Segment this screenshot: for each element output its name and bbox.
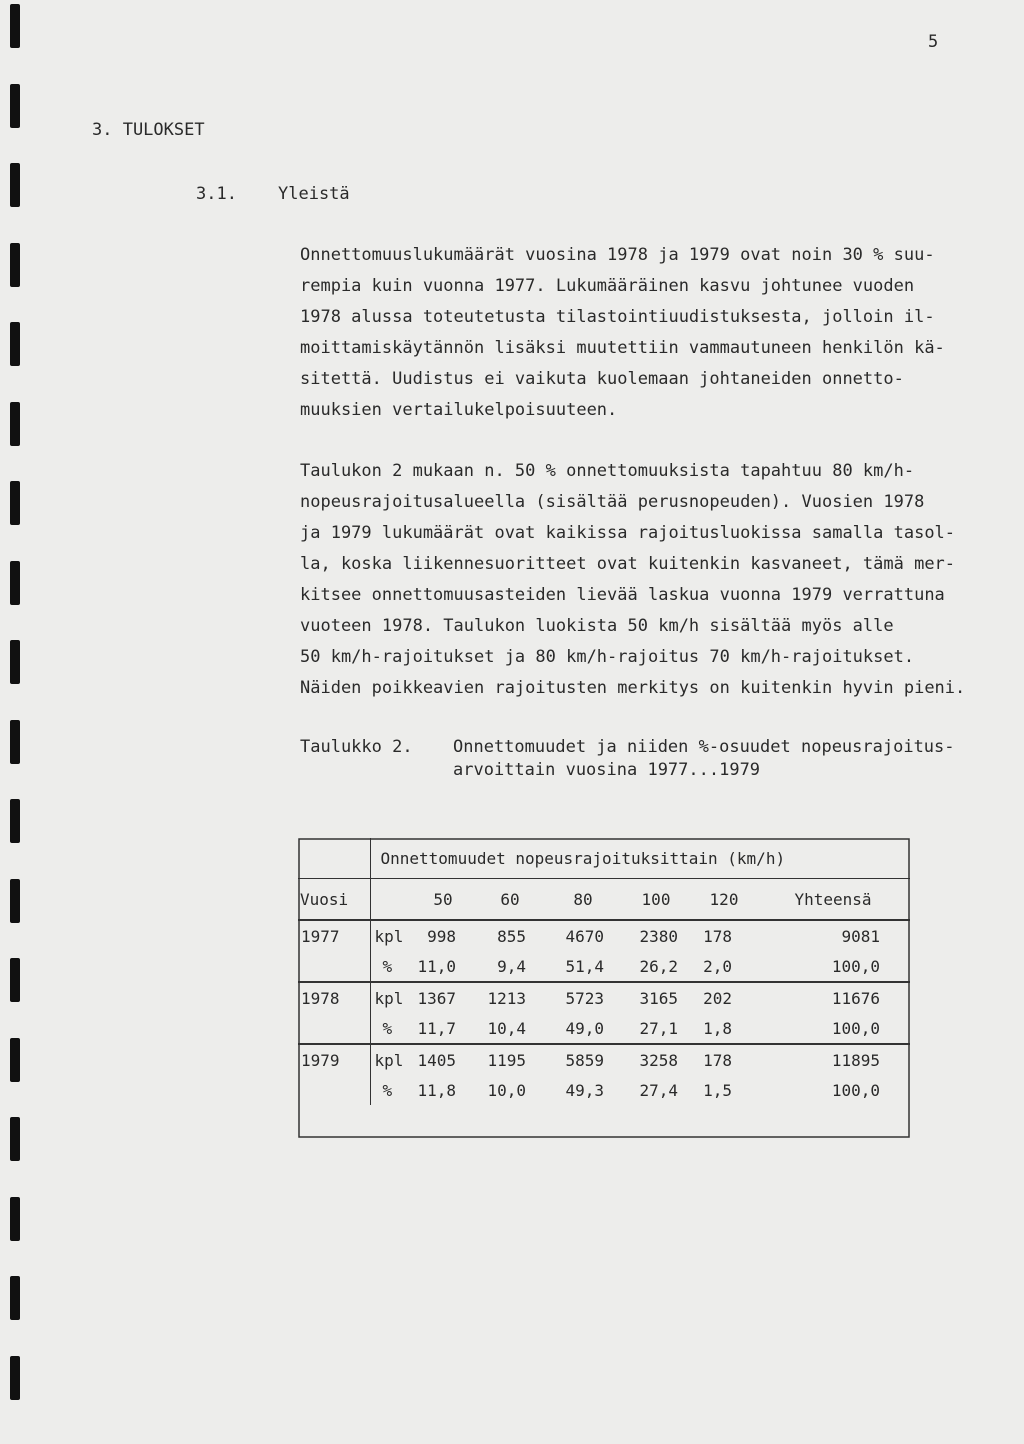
value-cell: 51,4	[565, 956, 604, 976]
binding-ring	[10, 1356, 20, 1400]
binding-ring	[10, 1276, 20, 1320]
value-cell: 3165	[620, 982, 692, 1013]
column-header: 60	[474, 879, 546, 921]
table-row	[298, 951, 910, 982]
binding-ring	[10, 640, 20, 684]
table-caption-line: Onnettomuudet ja niiden %-osuudet nopeusrajoitus-	[453, 737, 955, 757]
column-header: 100	[620, 879, 692, 921]
column-header: 120	[692, 879, 756, 921]
binding-ring	[10, 322, 20, 366]
value-cell: 27,1	[639, 1018, 678, 1038]
binding-ring	[10, 4, 20, 48]
binding-ring	[10, 799, 20, 843]
value-cell: 855	[474, 920, 546, 951]
table-row	[298, 1075, 910, 1105]
paragraph-line: nopeusrajoitusalueella (sisältää perusnopeuden). Vuosien 1978	[300, 492, 925, 512]
value-cell: 1367	[412, 982, 474, 1013]
unit-cell: kpl	[370, 920, 412, 951]
paragraph-line: vuoteen 1978. Taulukon luokista 50 km/h sisältää myös alle	[300, 616, 894, 636]
value-cell: 1195	[474, 1044, 546, 1075]
value-cell: 11,7	[417, 1018, 456, 1038]
value-cell: 11,8	[417, 1080, 456, 1100]
value-cell: 178	[692, 920, 756, 951]
value-cell: 100,0	[831, 1018, 880, 1038]
column-header-row	[298, 879, 910, 921]
value-cell: 178	[692, 1044, 756, 1075]
value-cell: 202	[692, 982, 756, 1013]
value-cell: 49,3	[565, 1080, 604, 1100]
value-cell: 1213	[474, 982, 546, 1013]
paragraph-line: 1978 alussa toteutetusta tilastointiuudistuksesta, jolloin il-	[300, 307, 935, 327]
group-header: Onnettomuudet nopeusrajoituksittain (km/h)	[380, 848, 786, 868]
data-table	[298, 838, 910, 1105]
value-cell: 1405	[412, 1044, 474, 1075]
binding-ring	[10, 720, 20, 764]
page-number: 5	[928, 32, 939, 52]
subsection-title	[196, 184, 350, 204]
value-cell: 49,0	[565, 1018, 604, 1038]
binding-rings	[10, 0, 22, 1444]
value-cell: 2,0	[703, 956, 732, 976]
value-cell: 998	[412, 920, 474, 951]
unit-cell: kpl	[370, 1044, 412, 1075]
column-header: 50	[412, 879, 474, 921]
binding-ring	[10, 402, 20, 446]
paragraph-line: Näiden poikkeavien rajoitusten merkitys on kuitenkin hyvin pieni.	[300, 678, 966, 698]
binding-ring	[10, 163, 20, 207]
value-cell: 1,5	[703, 1080, 732, 1100]
subsection-number: 3.1.	[196, 184, 237, 204]
column-header: Yhteensä	[756, 879, 910, 921]
unit-header-spacer	[370, 879, 412, 921]
year-cell	[298, 1075, 370, 1105]
row-header: Vuosi	[298, 879, 370, 921]
year-cell: 1979	[298, 1044, 370, 1075]
value-cell: 9,4	[497, 956, 526, 976]
subsection-name: Yleistä	[278, 184, 350, 204]
table-caption-line: arvoittain vuosina 1977...1979	[453, 760, 761, 780]
year-cell: 1977	[298, 920, 370, 951]
unit-cell: %	[382, 1018, 393, 1038]
value-cell: 3258	[620, 1044, 692, 1075]
year-cell	[298, 1013, 370, 1044]
value-cell: 5859	[546, 1044, 620, 1075]
binding-ring	[10, 879, 20, 923]
value-cell: 4670	[546, 920, 620, 951]
paragraph-2	[300, 456, 966, 704]
table-row	[298, 1044, 910, 1075]
table-caption-label: Taulukko 2.	[300, 737, 413, 757]
value-cell: 11676	[756, 982, 910, 1013]
paragraph-line: muuksien vertailukelpoisuuteen.	[300, 400, 618, 420]
paragraph-line: moittamiskäytännön lisäksi muutettiin vammautuneen henkilön kä-	[300, 338, 945, 358]
value-cell: 100,0	[831, 1080, 880, 1100]
value-cell: 9081	[756, 920, 910, 951]
value-cell: 2380	[620, 920, 692, 951]
paragraph-line: kitsee onnettomuusasteiden lievää laskua vuonna 1979 verrattuna	[300, 585, 945, 605]
accident-table	[298, 838, 910, 1138]
value-cell: 11895	[756, 1044, 910, 1075]
binding-ring	[10, 561, 20, 605]
binding-ring	[10, 84, 20, 128]
unit-cell: %	[382, 1080, 393, 1100]
table-caption-text	[453, 736, 955, 782]
unit-cell: %	[382, 956, 393, 976]
paragraph-line: sitettä. Uudistus ei vaikuta kuolemaan johtaneiden onnetto-	[300, 369, 904, 389]
binding-ring	[10, 958, 20, 1002]
value-cell: 1,8	[703, 1018, 732, 1038]
paragraph-line: rempia kuin vuonna 1977. Lukumääräinen kasvu johtunee vuoden	[300, 276, 915, 296]
value-cell: 10,4	[487, 1018, 526, 1038]
section-title: 3. TULOKSET	[92, 120, 205, 140]
row-header-spacer	[298, 838, 370, 879]
value-cell: 10,0	[487, 1080, 526, 1100]
year-cell: 1978	[298, 982, 370, 1013]
binding-ring	[10, 481, 20, 525]
unit-cell: kpl	[370, 982, 412, 1013]
table-header-row	[298, 838, 910, 879]
binding-ring	[10, 1117, 20, 1161]
paragraph-line: la, koska liikennesuoritteet ovat kuitenkin kasvaneet, tämä mer-	[300, 554, 956, 574]
value-cell: 26,2	[639, 956, 678, 976]
paragraph-line: ja 1979 lukumäärät ovat kaikissa rajoitusluokissa samalla tasol-	[300, 523, 956, 543]
binding-ring	[10, 1197, 20, 1241]
paragraph-1	[300, 240, 960, 426]
paragraph-line: Taulukon 2 mukaan n. 50 % onnettomuuksista tapahtuu 80 km/h-	[300, 461, 915, 481]
table-row	[298, 920, 910, 951]
binding-ring	[10, 1038, 20, 1082]
paragraph-line: Onnettomuuslukumäärät vuosina 1978 ja 1979 ovat noin 30 % suu-	[300, 245, 935, 265]
paragraph-line: 50 km/h-rajoitukset ja 80 km/h-rajoitus 70 km/h-rajoitukset.	[300, 647, 915, 667]
table-row	[298, 1013, 910, 1044]
value-cell: 5723	[546, 982, 620, 1013]
binding-ring	[10, 243, 20, 287]
value-cell: 11,0	[417, 956, 456, 976]
table-row	[298, 982, 910, 1013]
value-cell: 27,4	[639, 1080, 678, 1100]
column-header: 80	[546, 879, 620, 921]
value-cell: 100,0	[831, 956, 880, 976]
year-cell	[298, 951, 370, 982]
